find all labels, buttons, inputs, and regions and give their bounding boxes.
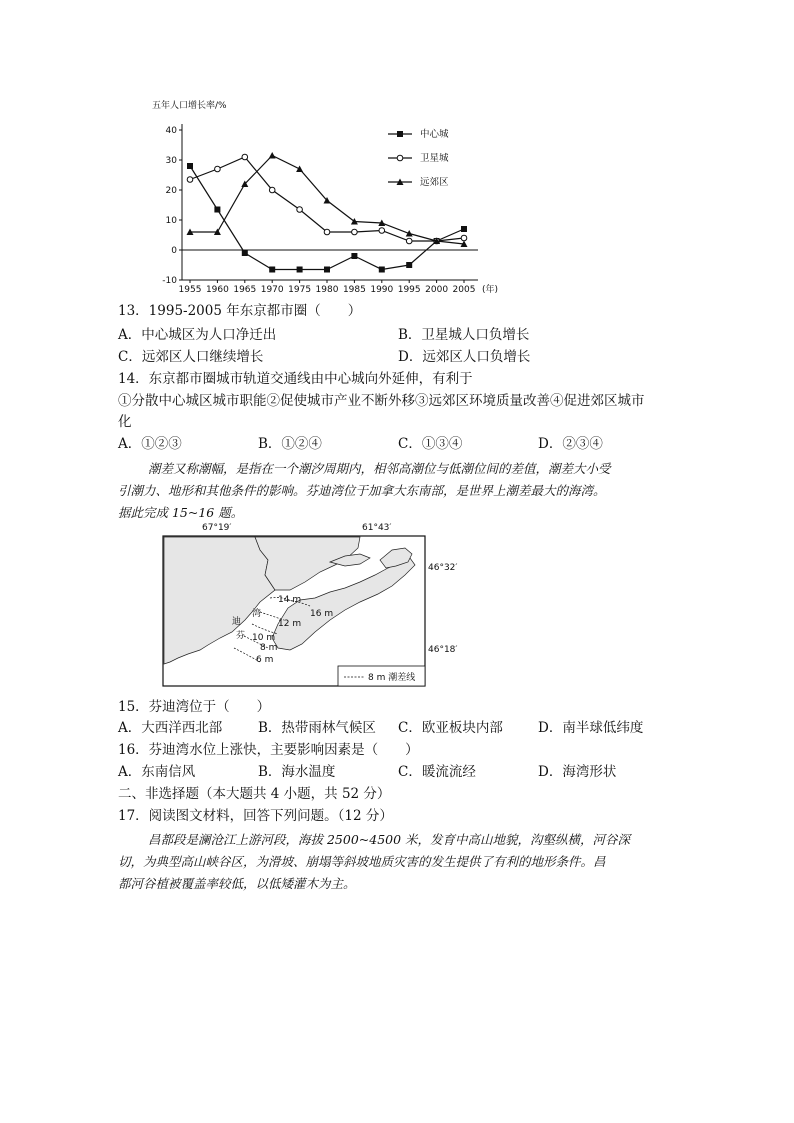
- bay-char-1: 迪: [232, 617, 242, 627]
- q13-option-d[interactable]: D．远郊区人口负增长: [398, 349, 531, 365]
- marker-circle: [215, 166, 221, 172]
- contour-label-6: 6 m: [256, 655, 274, 665]
- q14-option-d[interactable]: D．②③④: [538, 436, 603, 452]
- marker-circle: [461, 235, 467, 241]
- x-tick-label: 1960: [205, 285, 229, 295]
- marker-circle: [297, 207, 303, 213]
- map-legend-label: 8 m 潮差线: [368, 673, 416, 683]
- marker-circle: [352, 229, 358, 235]
- y-axis-label: 五年人口增长率/%: [152, 101, 227, 111]
- marker-square: [269, 267, 275, 273]
- passage-line2: 引潮力、地形和其他条件的影响。芬迪湾位于加拿大东南部，是世界上潮差最大的海湾。: [118, 483, 606, 498]
- contour-label-8: 8 m: [260, 643, 278, 653]
- marker-circle: [324, 229, 330, 235]
- q13-option-a[interactable]: A．中心城区为人口净迁出: [118, 327, 277, 343]
- marker-square: [406, 262, 412, 268]
- y-tick-label: 40: [165, 126, 177, 136]
- q14-items-line2: 化: [118, 414, 132, 430]
- q14-items-line1: ①分散中心城区城市职能②促使城市产业不断外移③远郊区环境质量改善④促进郊区城市: [118, 393, 645, 409]
- bay-char-3: 湾: [252, 609, 262, 619]
- x-tick-label: 1965: [233, 285, 257, 295]
- q14-stem: 14．东京都市圈城市轨道交通线由中心城向外延伸，有利于: [118, 371, 473, 387]
- q13-stem: 13．1995-2005 年东京都市圈（ ）: [118, 303, 362, 319]
- q17-line1: 昌都段是澜沧江上游河段，海拔 2500~4500 米，发育中高山地貌，沟壑纵横，河谷深: [148, 832, 631, 847]
- q14-option-a[interactable]: A．①②③: [118, 436, 182, 452]
- section-2-heading: 二、非选择题（本大题共 4 小题，共 52 分）: [118, 786, 391, 802]
- x-tick-label: 2005: [452, 285, 476, 295]
- x-tick-label: 1980: [315, 285, 339, 295]
- contour-label-14: 14 m: [278, 595, 302, 605]
- x-tick-label: 1995: [397, 285, 421, 295]
- legend-label: 中心城: [420, 129, 449, 140]
- population-growth-chart: [150, 96, 500, 296]
- contour-label-16: 16 m: [310, 609, 334, 619]
- marker-triangle: [269, 152, 276, 159]
- q13-option-c[interactable]: C．远郊区人口继续增长: [118, 349, 264, 365]
- marker-circle: [397, 155, 403, 161]
- marker-triangle: [296, 166, 303, 173]
- x-tick-label: 1990: [370, 285, 394, 295]
- q15-stem: 15．芬迪湾位于（ ）: [118, 699, 271, 715]
- q15-option-b[interactable]: B．热带雨林气候区: [258, 720, 376, 736]
- q16-stem: 16．芬迪湾水位上涨快，主要影响因素是（ ）: [118, 742, 419, 758]
- marker-circle: [242, 154, 248, 160]
- q16-option-b[interactable]: B．海水温度: [258, 764, 336, 780]
- x-tick-label: 1975: [288, 285, 312, 295]
- q14-option-c[interactable]: C．①③④: [398, 436, 463, 452]
- marker-square: [324, 267, 330, 273]
- passage-changdu: [118, 829, 678, 895]
- fundy-tide-map: [160, 520, 460, 688]
- contour-label-10: 10 m: [252, 633, 276, 643]
- lon-right-label: 61°43′: [362, 523, 392, 533]
- x-tick-label: 1985: [342, 285, 366, 295]
- marker-circle: [406, 238, 412, 244]
- lat-top-label: 46°32′: [428, 563, 458, 573]
- legend-label: 远郊区: [420, 177, 449, 188]
- marker-square: [187, 163, 193, 169]
- q15-option-c[interactable]: C．欧亚板块内部: [398, 720, 503, 736]
- passage-line3: 据此完成 15~16 题。: [118, 505, 244, 520]
- y-tick-label: 20: [165, 186, 177, 196]
- lat-bottom-label: 46°18′: [428, 645, 458, 655]
- legend-label: 卫星城: [420, 153, 449, 164]
- x-tick-label: 2000: [425, 285, 449, 295]
- y-tick-label: 10: [165, 216, 177, 226]
- q14-option-b[interactable]: B．①②④: [258, 436, 322, 452]
- passage-line1: 潮差又称潮幅，是指在一个潮汐周期内，相邻高潮位与低潮位间的差值，潮差大小受: [148, 461, 611, 476]
- q15-option-d[interactable]: D．南半球低纬度: [538, 720, 644, 736]
- passage-fundy: [118, 458, 678, 524]
- marker-triangle: [406, 230, 413, 237]
- contour-label-12: 12 m: [278, 619, 302, 629]
- q16-option-d[interactable]: D．海湾形状: [538, 764, 617, 780]
- x-axis-label: (年): [482, 285, 499, 295]
- marker-square: [297, 267, 303, 273]
- q17-stem: 17．阅读图文材料，回答下列问题。（12 分）: [118, 808, 393, 824]
- q15-option-a[interactable]: A．大西洋西北部: [118, 720, 223, 736]
- bay-char-2: 芬: [236, 631, 246, 641]
- q17-line2: 切，为典型高山峡谷区，为滑坡、崩塌等斜坡地质灾害的发生提供了有利的地形条件。昌: [118, 854, 606, 869]
- marker-circle: [187, 177, 193, 183]
- marker-square: [397, 131, 403, 137]
- marker-square: [351, 253, 357, 259]
- marker-circle: [379, 228, 385, 234]
- marker-circle: [269, 187, 275, 193]
- y-tick-label: 30: [165, 156, 177, 166]
- marker-square: [214, 207, 220, 213]
- q13-option-b[interactable]: B．卫星城人口负增长: [398, 327, 530, 343]
- x-tick-label: 1970: [260, 285, 284, 295]
- y-tick-label: 0: [171, 246, 177, 256]
- x-tick-label: 1955: [178, 285, 202, 295]
- y-tick-label: -10: [162, 276, 177, 286]
- lon-left-label: 67°19′: [202, 523, 232, 533]
- q16-option-c[interactable]: C．暖流流经: [398, 764, 476, 780]
- marker-square: [461, 226, 467, 232]
- q16-option-a[interactable]: A．东南信风: [118, 764, 196, 780]
- marker-square: [379, 267, 385, 273]
- q17-line3: 都河谷植被覆盖率较低，以低矮灌木为主。: [118, 876, 356, 891]
- marker-square: [242, 250, 248, 256]
